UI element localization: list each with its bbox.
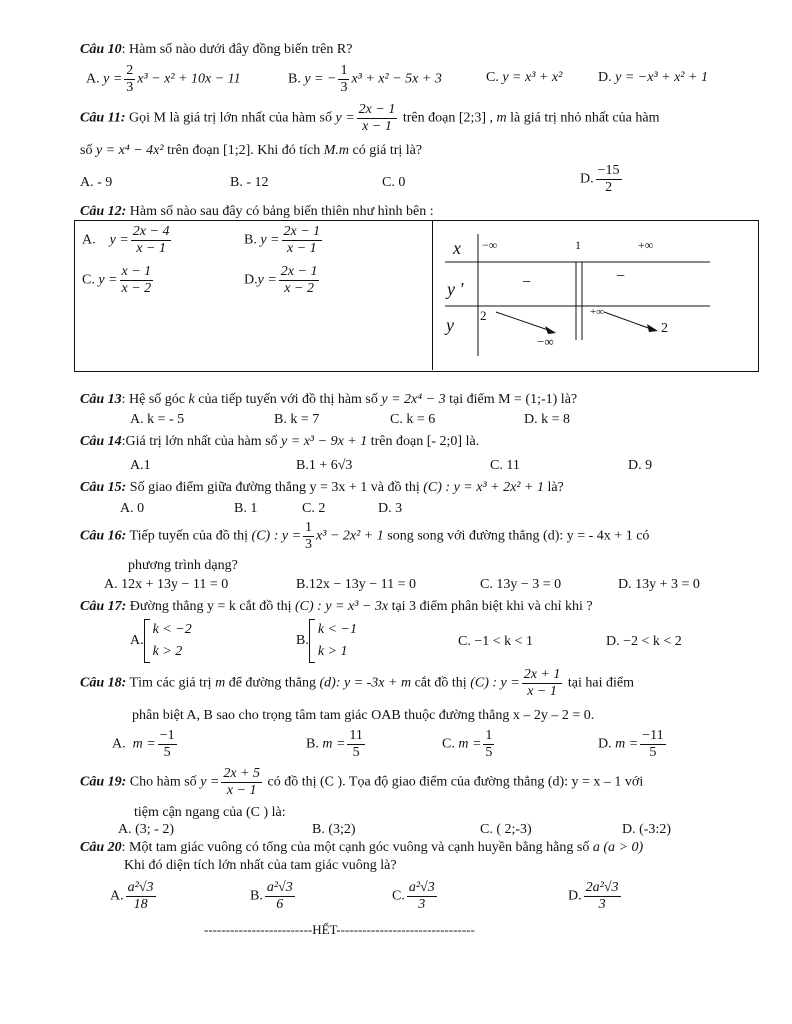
q18-c-den: 5: [485, 745, 493, 760]
q12-b-num: 2x − 1: [283, 224, 321, 239]
q20-b-num: a²√3: [266, 880, 293, 895]
q16-text: Tiếp tuyến của đồ thị: [126, 528, 252, 544]
q12-a-den: x − 1: [136, 241, 166, 256]
q17-option-b: [296, 619, 357, 663]
q18-c-frac: [483, 728, 494, 761]
q14-fn: y = x³ − 9x + 1: [281, 434, 368, 449]
q18-d: (d): y = -3x + m: [319, 675, 412, 691]
vt-one: 1: [575, 238, 581, 252]
q11-mm: M.m: [323, 143, 350, 158]
question-11-line2: [80, 143, 422, 159]
q12-label: Câu 12:: [80, 204, 127, 219]
q11-d-pre: D.: [580, 171, 594, 187]
q11-t2: trên đoạn [2;3] ,: [399, 110, 497, 126]
q11-t5: trên đoạn [1;2]. Khi đó tích: [163, 143, 324, 158]
q17-a-letter: A.: [130, 633, 144, 649]
q12-a-yeq: y =: [109, 232, 129, 248]
q20-c-num: a²√3: [408, 880, 435, 895]
q12-option-a: [82, 224, 173, 257]
q13-option-b: B. k = 7: [274, 412, 320, 427]
q12-d-letter: D.: [244, 272, 258, 288]
q12-a-letter: A.: [82, 232, 96, 248]
q12-option-d: [244, 264, 321, 297]
q19-option-d: D. (-3:2): [622, 822, 671, 837]
q15-option-b: B. 1: [234, 501, 258, 516]
q20-line2: Khi đó diện tích lớn nhất của tam giác vuông là?: [124, 858, 397, 873]
q11-option-c: C. 0: [382, 175, 406, 190]
q17-option-c: C. −1 < k < 1: [458, 634, 534, 649]
q11-t3: là giá trị nhỏ nhất của hàm: [506, 110, 660, 126]
q10-label: Câu 10: [80, 42, 122, 57]
q18-option-b: [306, 728, 367, 761]
q20-d-den: 3: [598, 897, 606, 912]
q17-label: Câu 17:: [80, 599, 127, 614]
q10-option-a: [86, 63, 241, 96]
q18-a-letter: A.: [112, 736, 126, 752]
q13-text3: tại điểm M = (1;-1) là?: [445, 392, 578, 407]
question-18: [80, 667, 634, 700]
q17-b-row1: k < −1: [317, 622, 357, 637]
q14-option-d: D. 9: [628, 458, 653, 473]
q19-option-b: B. (3;2): [312, 822, 356, 837]
q12-b-letter: B.: [244, 232, 257, 248]
q18-c-pre: m =: [458, 736, 482, 752]
q18-text4: tại hai điểm: [564, 675, 634, 691]
q18-b-frac: [347, 728, 364, 761]
vt-yprime-label: y ': [447, 279, 464, 299]
q18-label: Câu 18:: [80, 675, 127, 691]
q11-fn2: y = x⁴ − 4x²: [95, 143, 164, 158]
q13-option-a: A. k = - 5: [130, 412, 185, 427]
q20-option-b: [250, 880, 297, 913]
q13-option-d: D. k = 8: [524, 412, 571, 427]
q17-a-row1: k < −2: [152, 622, 192, 637]
q17-text: Đường thẳng y = k cắt đồ thị: [126, 599, 295, 614]
q20-a-num: a²√3: [127, 880, 154, 895]
q16-fn-den: 3: [305, 537, 313, 552]
q18-a-pre: m =: [132, 736, 156, 752]
q18-text: Tìm các giá trị: [126, 675, 216, 691]
q10-a-den: 3: [126, 80, 134, 95]
q12-c-yeq: y =: [98, 272, 118, 288]
q16-fn-post: x³ − 2x² + 1: [316, 528, 384, 544]
q17-a-bracket: [144, 619, 150, 663]
q18-c-letter: C.: [442, 736, 455, 752]
q15-option-c: C. 2: [302, 501, 326, 516]
q11-fn-den: x − 1: [362, 119, 392, 134]
q15-fn: (C) : y = x³ + 2x² + 1: [423, 480, 544, 495]
q19-option-a: A. (3; - 2): [118, 822, 174, 837]
vt-y-left: 2: [480, 308, 487, 323]
q15-option-d: D. 3: [378, 501, 403, 516]
q18-d-den: 5: [649, 745, 657, 760]
q20-d-frac: [584, 880, 621, 913]
q19-fn-frac: [221, 766, 262, 799]
q10-b-num: 1: [340, 63, 348, 78]
q10-a-frac: [124, 63, 135, 96]
q20-a-letter: A.: [110, 888, 124, 904]
q18-a-frac: [158, 728, 177, 761]
q11-fn-frac: [357, 102, 398, 135]
q18-c-num: 1: [485, 728, 493, 743]
q11-t4: số: [80, 143, 96, 158]
vt-y-plus-inf: +∞: [590, 306, 605, 318]
q10-option-b: [288, 63, 442, 96]
q12-c-num: x − 1: [121, 264, 152, 279]
question-11: [80, 102, 659, 135]
q19-label: Câu 19:: [80, 774, 127, 790]
q10-b-letter: B.: [288, 71, 301, 87]
q11-option-d: [580, 163, 624, 196]
question-19: [80, 766, 643, 799]
q17-b-rows: [318, 619, 357, 663]
q12-d-num: 2x − 1: [280, 264, 318, 279]
q18-d-letter: D.: [598, 736, 612, 752]
q12-c-frac: [120, 264, 154, 297]
q13-text: : Hệ số góc: [121, 392, 189, 407]
q20-option-d: [568, 880, 623, 913]
q12-c-letter: C.: [82, 272, 95, 288]
q11-d-num: −15: [597, 163, 620, 178]
q12-b-frac: [282, 224, 323, 257]
q17-a-brace: [144, 619, 192, 663]
q18-d-num: −11: [642, 728, 664, 743]
q19-text: Cho hàm số: [126, 774, 201, 790]
q18-fn-num: 2x + 1: [523, 667, 561, 682]
q10-option-d: [598, 70, 708, 86]
q20-a: a (a > 0): [592, 840, 644, 855]
q19-line2: tiệm cận ngang của (C ) là:: [134, 805, 286, 820]
q11-option-a: A. - 9: [80, 175, 113, 190]
q19-text2: có đồ thị (C ). Tọa độ giao điểm của đường thẳng (d): y = x – 1 với: [264, 774, 644, 790]
q16-option-c: C. 13y − 3 = 0: [480, 577, 562, 592]
q14-option-b: B.1 + 6√3: [296, 458, 353, 473]
q18-b-letter: B.: [306, 736, 319, 752]
q12-d-yeq: y =: [257, 272, 277, 288]
q18-option-a: [112, 728, 179, 761]
q20-c-frac: [407, 880, 437, 913]
q17-a-row2: k > 2: [152, 644, 183, 659]
end-marker: -------------------------HẾT--------------------------------: [204, 922, 475, 937]
q17-a-rows: [153, 619, 192, 663]
q18-d-pre: m =: [615, 736, 639, 752]
q19-fn-num: 2x + 5: [223, 766, 261, 781]
q18-option-d: [598, 728, 668, 761]
question-16: [80, 520, 649, 553]
q20-d-letter: D.: [568, 888, 582, 904]
q18-b-num: 11: [349, 728, 363, 743]
q10-b-frac: [338, 63, 349, 96]
q18-b-pre: m =: [322, 736, 346, 752]
q16-option-b: B.12x − 13y − 11 = 0: [296, 577, 417, 592]
vt-pos-inf: +∞: [638, 238, 654, 252]
vt-x-label: x: [453, 238, 461, 258]
q12-c-den: x − 2: [121, 281, 152, 296]
q12-d-frac: [279, 264, 320, 297]
q19-fn-den: x − 1: [226, 783, 257, 798]
q18-fn-frac: [522, 667, 563, 700]
q16-fn-num: 1: [305, 520, 313, 535]
q12-d-den: x − 2: [284, 281, 314, 296]
q17-fn: (C) : y = x³ − 3x: [295, 599, 389, 614]
question-14: [80, 434, 479, 450]
q10-c-letter: C.: [486, 70, 499, 85]
q12-a-frac: [131, 224, 172, 257]
q18-text2: để đường thẳng: [225, 675, 320, 691]
q13-label: Câu 13: [80, 392, 122, 407]
q12-b-den: x − 1: [287, 241, 317, 256]
q12-b-yeq: y =: [260, 232, 280, 248]
q20-b-letter: B.: [250, 888, 263, 904]
q13-k: k: [188, 392, 195, 407]
q17-b-letter: B.: [296, 633, 309, 649]
q14-label: Câu 14: [80, 434, 122, 449]
q15-text2: là?: [543, 480, 564, 495]
q20-option-c: [392, 880, 439, 913]
q17-b-row2: k > 1: [317, 644, 348, 659]
q16-option-a: A. 12x + 13y − 11 = 0: [104, 577, 229, 592]
q10-a-expr: x³ − x² + 10x − 11: [137, 71, 241, 87]
question-17: [80, 599, 593, 615]
q16-label: Câu 16:: [80, 528, 127, 544]
q18-option-c: [442, 728, 496, 761]
q10-b-pre: y = −: [304, 71, 337, 87]
vt-y-minus-inf: −∞: [537, 334, 554, 349]
q20-a-frac: [126, 880, 156, 913]
q20-b-frac: [265, 880, 295, 913]
q10-a-num: 2: [126, 63, 134, 78]
question-20: [80, 840, 643, 856]
vt-neg-inf: −∞: [482, 238, 498, 252]
question-12: [80, 204, 434, 220]
q18-b-den: 5: [352, 745, 360, 760]
q12-option-c: [82, 264, 155, 297]
q16-text2: song song với đường thẳng (d): y = - 4x + 1 có: [383, 528, 650, 544]
q10-a-pre: y =: [103, 71, 123, 87]
q20-text: : Một tam giác vuông có tổng của một cạnh góc vuông và cạnh huyền bằng hằng số: [121, 840, 593, 855]
q17-text2: tại 3 điểm phân biệt khi và chỉ khi ?: [388, 599, 593, 614]
q11-t1: Gọi M là giá trị lớn nhất của hàm số: [125, 110, 336, 126]
q10-option-c: [486, 70, 562, 86]
q18-m: m: [215, 675, 226, 691]
q15-label: Câu 15:: [80, 480, 127, 495]
q12-table-divider: [432, 220, 433, 370]
q14-option-c: C. 11: [490, 458, 520, 473]
q18-fn-pre: (C) : y =: [470, 675, 520, 691]
q10-b-expr: x³ + x² − 5x + 3: [351, 71, 442, 87]
q18-line2: phân biệt A, B sao cho trọng tâm tam giác OAB thuộc đường thẳng x – 2y – 2 = 0.: [132, 708, 595, 723]
q10-d-letter: D.: [598, 70, 612, 85]
q13-option-c: C. k = 6: [390, 412, 436, 427]
q20-c-den: 3: [418, 897, 426, 912]
q11-d-frac: [596, 163, 622, 196]
q14-text: :Giá trị lớn nhất của hàm số: [121, 434, 282, 449]
question-15: [80, 480, 564, 496]
q11-t6: có giá trị là?: [349, 143, 423, 158]
q20-d-num: 2a²√3: [585, 880, 619, 895]
q10-text: : Hàm số nào dưới đây đồng biến trên R?: [121, 42, 353, 57]
q17-b-brace: [309, 619, 357, 663]
q15-text: Số giao điểm giữa đường thẳng y = 3x + 1 và đồ thị: [126, 480, 424, 495]
q20-a-den: 18: [133, 897, 148, 912]
q13-text2: của tiếp tuyến với đồ thị hàm số: [194, 392, 382, 407]
q12-a-num: 2x − 4: [132, 224, 170, 239]
q20-option-a: [110, 880, 158, 913]
q18-text3: cắt đồ thị: [411, 675, 471, 691]
q16-option-d: D. 13y + 3 = 0: [618, 577, 700, 592]
q12-table-box: [74, 220, 759, 372]
q13-fn: y = 2x⁴ − 3: [381, 392, 446, 407]
q12-text: Hàm số nào sau đây có bảng biến thiên như hình bên :: [126, 204, 434, 219]
vt-minus-1: −: [522, 274, 532, 291]
q10-c-expr: y = x³ + x²: [502, 70, 563, 85]
q20-b-den: 6: [276, 897, 284, 912]
q14-option-a: A.1: [130, 458, 151, 473]
q11-option-b: B. - 12: [230, 175, 269, 190]
q16-fn-pre: (C) : y =: [251, 528, 302, 544]
q17-option-d: D. −2 < k < 2: [606, 634, 682, 649]
q10-a-letter: A.: [86, 71, 100, 87]
vt-y-label: y: [446, 315, 454, 335]
q19-option-c: C. ( 2;-3): [480, 822, 532, 837]
q17-option-a: [130, 619, 192, 663]
q11-label: Câu 11:: [80, 110, 126, 126]
q12-option-b: [244, 224, 324, 257]
q20-label: Câu 20: [80, 840, 122, 855]
q18-a-num: −1: [159, 728, 175, 743]
q10-d-expr: y = −x³ + x² + 1: [615, 70, 708, 85]
q11-m: m: [496, 110, 507, 126]
q16-fn-frac: [303, 520, 314, 553]
vt-minus-2: −: [616, 268, 626, 285]
question-10: [80, 42, 352, 58]
q14-text2: trên đoạn [- 2;0] là.: [367, 434, 480, 449]
q18-d-frac: [640, 728, 665, 761]
q18-a-den: 5: [163, 745, 171, 760]
q15-option-a: A. 0: [120, 501, 145, 516]
q10-b-den: 3: [340, 80, 348, 95]
q11-d-den: 2: [605, 180, 613, 195]
q19-fn-pre: y =: [200, 774, 220, 790]
q11-fn-num: 2x − 1: [358, 102, 396, 117]
q17-b-bracket: [309, 619, 315, 663]
q16-line2: phương trình dạng?: [128, 558, 238, 573]
q11-fn-pre: y =: [335, 110, 355, 126]
q18-fn-den: x − 1: [527, 684, 557, 699]
vt-y-right: 2: [661, 321, 668, 336]
q20-c-letter: C.: [392, 888, 405, 904]
question-13: [80, 392, 577, 408]
